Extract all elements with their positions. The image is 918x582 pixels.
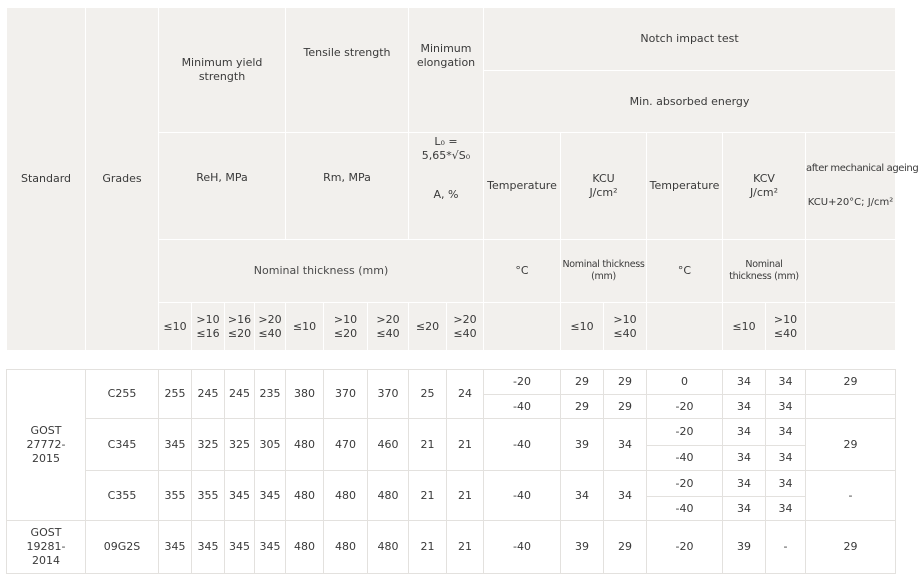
- range-cell: [225, 303, 255, 351]
- value-cell: -40: [484, 471, 561, 521]
- value-cell: 34: [766, 471, 806, 497]
- value-cell: 480: [368, 521, 409, 574]
- value-cell: 39: [723, 521, 766, 574]
- range-cell: [368, 303, 409, 351]
- ageing-blank: [806, 240, 896, 303]
- elongation-formula-cell: [409, 133, 484, 240]
- value-cell: 480: [368, 471, 409, 521]
- range-cell: ≤10: [159, 303, 192, 351]
- value-cell: 25: [409, 370, 447, 419]
- value-cell: -20: [647, 521, 723, 574]
- value-cell: -: [806, 471, 896, 521]
- kcu-header: [561, 133, 647, 240]
- data-table: [6, 369, 896, 574]
- range-cell: [255, 303, 286, 351]
- kcu-unit: J/cm²: [589, 186, 618, 199]
- range-cell: [447, 303, 484, 351]
- value-cell: -40: [647, 446, 723, 471]
- range-cell: ≤10: [561, 303, 604, 351]
- grade-cell: C255: [86, 370, 159, 419]
- elongation-symbol: A, %: [433, 187, 459, 201]
- blank-cell: [806, 303, 896, 351]
- value-cell: 29: [604, 395, 647, 419]
- value-cell: 0: [647, 370, 723, 395]
- range-text: >10 ≤20: [333, 312, 358, 340]
- blank-cell: [484, 303, 561, 351]
- yield-strength-header: [159, 8, 286, 133]
- value-cell: 305: [255, 419, 286, 471]
- value-cell: 355: [159, 471, 192, 521]
- grades-header: Grades: [86, 8, 159, 351]
- tensile-symbol: Rm, MPa: [286, 133, 409, 240]
- value-cell: 345: [225, 521, 255, 574]
- header-table: [6, 7, 918, 351]
- value-cell: 345: [225, 471, 255, 521]
- range-text: >20 ≤40: [376, 312, 400, 340]
- range-text: >10 ≤16: [196, 312, 220, 340]
- value-cell: -40: [484, 419, 561, 471]
- value-cell: 355: [192, 471, 225, 521]
- value-cell: 460: [368, 419, 409, 471]
- min-absorbed-energy-header: Min. absorbed energy: [484, 71, 896, 133]
- value-cell: -20: [484, 370, 561, 395]
- value-cell: -20: [647, 395, 723, 419]
- grade-cell: C345: [86, 419, 159, 471]
- value-cell: 34: [766, 446, 806, 471]
- value-cell: 480: [286, 471, 324, 521]
- blank-cell: [806, 395, 896, 419]
- kcv-nominal-thickness: Nominal thickness (mm): [723, 240, 806, 303]
- value-cell: 34: [723, 446, 766, 471]
- range-text: >20 ≤40: [258, 312, 282, 340]
- yield-strength-label: Minimum yield strength: [181, 56, 263, 83]
- value-cell: 39: [561, 521, 604, 574]
- standard-cell: [7, 370, 86, 521]
- value-cell: 325: [192, 419, 225, 471]
- value-cell: 345: [159, 419, 192, 471]
- tensile-strength-header: Tensile strength: [286, 8, 409, 133]
- elongation-header: [409, 8, 484, 133]
- value-cell: 34: [723, 395, 766, 419]
- value-cell: 29: [604, 370, 647, 395]
- standard-cell: [7, 521, 86, 574]
- yield-symbol: ReH, MPa: [159, 133, 286, 240]
- value-cell: 34: [723, 471, 766, 497]
- value-cell: 29: [561, 395, 604, 419]
- value-cell: -40: [484, 521, 561, 574]
- value-cell: 21: [447, 521, 484, 574]
- kcu-temperature-header: Temperature: [484, 133, 561, 240]
- value-cell: 345: [192, 521, 225, 574]
- range-text: >10 ≤40: [613, 312, 637, 340]
- elongation-label: Minimum elongation: [416, 42, 476, 69]
- range-text: >20 ≤40: [453, 312, 477, 340]
- kcu-label: KCU: [592, 172, 615, 186]
- range-cell: ≤10: [286, 303, 324, 351]
- grade-cell: 09G2S: [86, 521, 159, 574]
- kcv-header: [723, 133, 806, 240]
- kcv-temperature-header: Temperature: [647, 133, 723, 240]
- value-cell: 39: [561, 419, 604, 471]
- standard-text: GOST 27772-2015: [26, 424, 66, 465]
- value-cell: -40: [484, 395, 561, 419]
- value-cell: 21: [409, 521, 447, 574]
- value-cell: 34: [604, 471, 647, 521]
- kcv-deg-c: °C: [647, 240, 723, 303]
- value-cell: 34: [766, 419, 806, 446]
- standard-text: GOST 19281-2014: [26, 526, 66, 567]
- elongation-formula: L₀ = 5,65*√S₀: [421, 135, 471, 162]
- range-cell: [192, 303, 225, 351]
- value-cell: 325: [225, 419, 255, 471]
- ageing-header: [806, 133, 918, 240]
- kcv-label: KCV: [753, 172, 775, 186]
- value-cell: 245: [225, 370, 255, 419]
- value-cell: 345: [255, 471, 286, 521]
- value-cell: 34: [766, 370, 806, 395]
- value-cell: 235: [255, 370, 286, 419]
- value-cell: 370: [324, 370, 368, 419]
- kcu-deg-c: °C: [484, 240, 561, 303]
- range-cell: [766, 303, 806, 351]
- value-cell: 370: [368, 370, 409, 419]
- value-cell: 29: [806, 419, 896, 471]
- range-cell: [604, 303, 647, 351]
- value-cell: 21: [447, 419, 484, 471]
- nominal-thickness-header: Nominal thickness (mm): [159, 240, 484, 303]
- notch-impact-header: Notch impact test: [484, 8, 896, 71]
- ageing-value: KCU+20°C; J/cm²: [807, 197, 894, 208]
- value-cell: 480: [324, 521, 368, 574]
- kcu-nominal-thickness: Nominal thickness (mm): [561, 240, 647, 303]
- value-cell: 480: [286, 521, 324, 574]
- value-cell: -20: [647, 471, 723, 497]
- value-cell: 34: [723, 370, 766, 395]
- value-cell: 255: [159, 370, 192, 419]
- value-cell: -: [766, 521, 806, 574]
- value-cell: 480: [324, 471, 368, 521]
- kcv-unit: J/cm²: [749, 186, 779, 199]
- value-cell: 21: [447, 471, 484, 521]
- value-cell: 34: [766, 395, 806, 419]
- value-cell: 24: [447, 370, 484, 419]
- ageing-label: after mechanical ageing: [806, 162, 918, 174]
- value-cell: 34: [723, 419, 766, 446]
- range-cell: ≤10: [723, 303, 766, 351]
- value-cell: 34: [561, 471, 604, 521]
- value-cell: 34: [604, 419, 647, 471]
- value-cell: 380: [286, 370, 324, 419]
- range-cell: [324, 303, 368, 351]
- grade-cell: C355: [86, 471, 159, 521]
- value-cell: 21: [409, 471, 447, 521]
- standard-header: Standard: [7, 8, 86, 351]
- value-cell: 345: [159, 521, 192, 574]
- value-cell: 470: [324, 419, 368, 471]
- value-cell: -20: [647, 419, 723, 446]
- value-cell: 34: [766, 497, 806, 521]
- value-cell: 29: [806, 370, 896, 395]
- value-cell: 34: [723, 497, 766, 521]
- value-cell: 29: [604, 521, 647, 574]
- range-text: >16 ≤20: [227, 312, 252, 340]
- value-cell: 29: [806, 521, 896, 574]
- value-cell: 29: [561, 370, 604, 395]
- range-cell: ≤20: [409, 303, 447, 351]
- value-cell: -40: [647, 497, 723, 521]
- value-cell: 245: [192, 370, 225, 419]
- range-text: >10 ≤40: [773, 312, 798, 340]
- value-cell: 21: [409, 419, 447, 471]
- value-cell: 480: [286, 419, 324, 471]
- blank-cell: [647, 303, 723, 351]
- value-cell: 345: [255, 521, 286, 574]
